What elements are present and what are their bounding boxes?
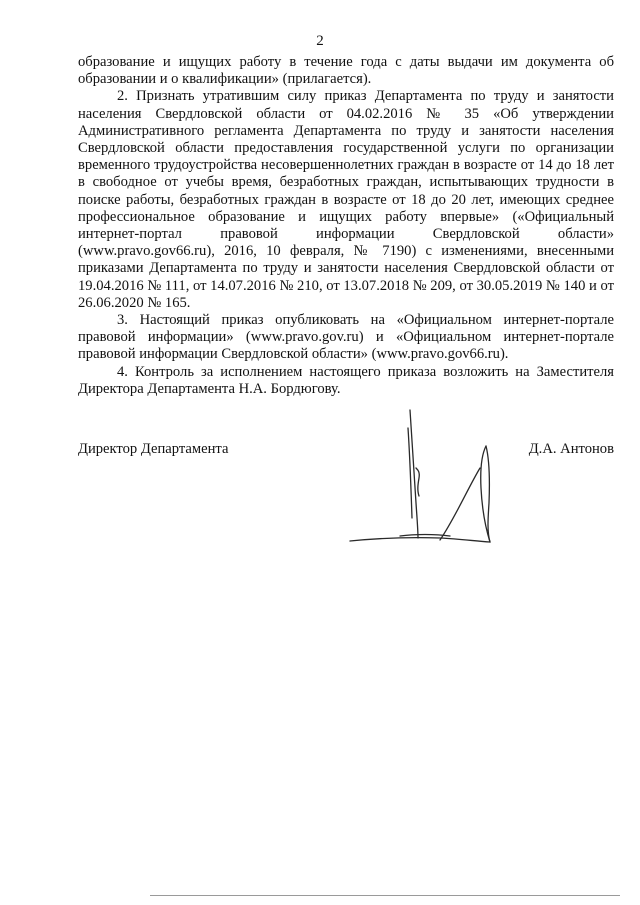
scan-edge-line — [150, 895, 620, 896]
handwritten-signature — [340, 408, 510, 558]
signatory-name: Д.А. Антонов — [528, 441, 614, 457]
paragraph-item-3: 3. Настоящий приказ опубликовать на «Официальном интернет-портале правовой информации» (www.pravo.gov.ru) и «Официальном интернет-портале правовой информации Свердловской области» (www.pravo.gov66.ru). — [78, 312, 614, 363]
paragraph-item-4: 4. Контроль за исполнением настоящего приказа возложить на Заместителя Директора Департамента Н.А. Бордюгову. — [78, 363, 614, 397]
page-number: 2 — [316, 33, 324, 49]
paragraph-continuation: образование и ищущих работу в течение года с даты выдачи им документа об образовании и о квалификации» (прилагается). — [78, 54, 614, 88]
document-body — [78, 54, 614, 398]
signatory-title: Директор Департамента — [78, 441, 229, 457]
paragraph-item-2: 2. Признать утратившим силу приказ Департамента по труду и занятости населения Свердловской области от 04.02.2016 № 35 «Об утверждении Административного регламента Департамента по труду и занятости населения Свердловской области предоставления государственной услуги по организации временного трудоустройства несовершеннолетних граждан в возрасте от 14 до 18 лет в свободное от учебы время, безработных граждан, испытывающих трудности в поиске работы, безработных граждан в возрасте от 18 до 20 лет, имеющих среднее профессиональное образование и ищущих работу впервые» («Официальный интернет-портал правовой информации Свердловской области» (www.pravo.gov66.ru), 2016, 10 февраля, № 7190) с изменениями, внесенными приказами Департамента по труду и занятости населения Свердловской области от 19.04.2016 № 111, от 14.07.2016 № 210, от 13.07.2018 № 209, от 30.05.2019 № 140 и от 26.06.2020 № 165. — [78, 88, 614, 311]
signature-drawing — [340, 408, 510, 553]
